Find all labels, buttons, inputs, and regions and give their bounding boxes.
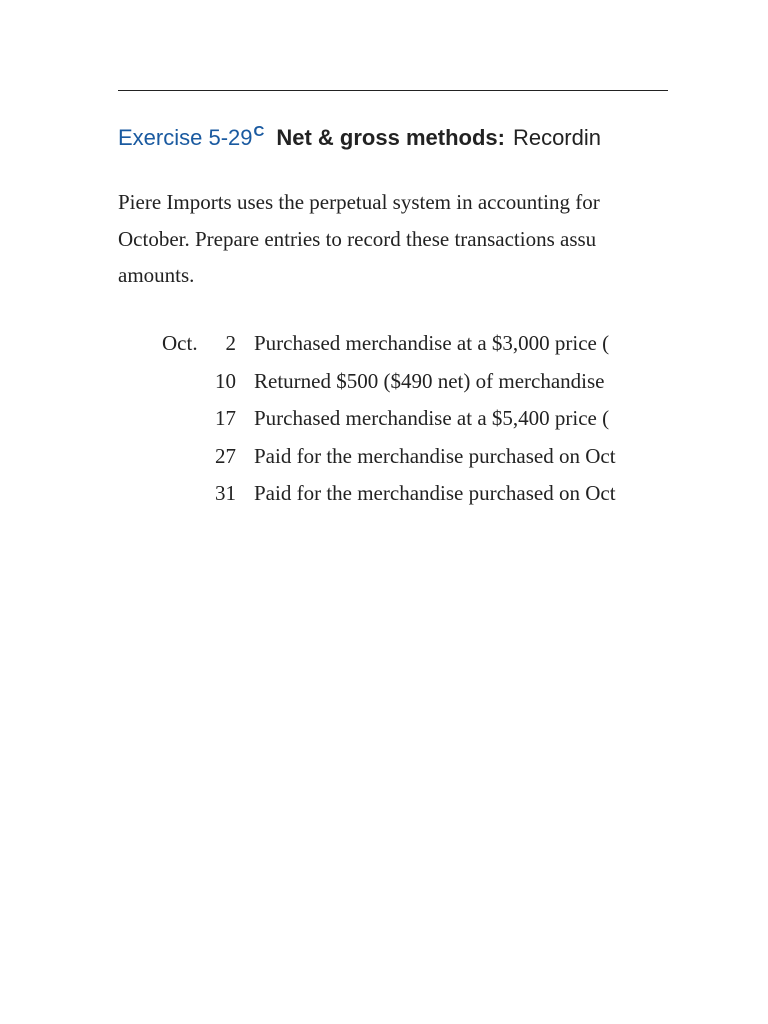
exercise-topic: Net & gross methods:	[276, 125, 505, 150]
transaction-day: 31	[215, 481, 236, 505]
top-divider	[118, 90, 668, 91]
transaction-description: Paid for the merchandise purchased on Oct	[254, 481, 616, 505]
transaction-month	[162, 438, 206, 476]
transaction-month	[162, 363, 206, 401]
instructions-paragraph	[118, 184, 668, 294]
transaction-month: Oct.	[162, 331, 198, 355]
cropped-content	[118, 0, 668, 1024]
transaction-description: Returned $500 ($490 net) of merchandise	[254, 368, 605, 393]
paragraph-line: amounts.	[118, 263, 195, 287]
exercise-superscript: C	[253, 123, 265, 140]
transaction-day: 2	[225, 331, 236, 355]
transaction-row	[162, 438, 616, 476]
paragraph-line: Piere Imports uses the perpetual system in accounting for	[118, 190, 600, 214]
transaction-month	[162, 475, 206, 513]
paragraph-line: October. Prepare entries to record these transactions assu	[118, 226, 597, 251]
transaction-description: Purchased merchandise at a $3,000 price (	[254, 331, 614, 355]
exercise-heading	[118, 118, 601, 161]
transaction-row	[162, 325, 616, 363]
transaction-day: 17	[215, 406, 236, 430]
transaction-day: 10	[215, 368, 236, 393]
transaction-month	[162, 400, 206, 438]
transaction-row	[162, 475, 616, 513]
transaction-row	[162, 400, 616, 438]
transaction-description: Paid for the merchandise purchased on Oct	[254, 443, 616, 468]
exercise-subtopic: Recordin	[512, 125, 601, 150]
transaction-day: 27	[215, 443, 236, 468]
transaction-row	[162, 363, 616, 401]
exercise-label: Exercise 5-29	[118, 125, 253, 150]
transaction-description: Purchased merchandise at a $5,400 price (	[254, 406, 614, 430]
transaction-list	[162, 325, 616, 513]
